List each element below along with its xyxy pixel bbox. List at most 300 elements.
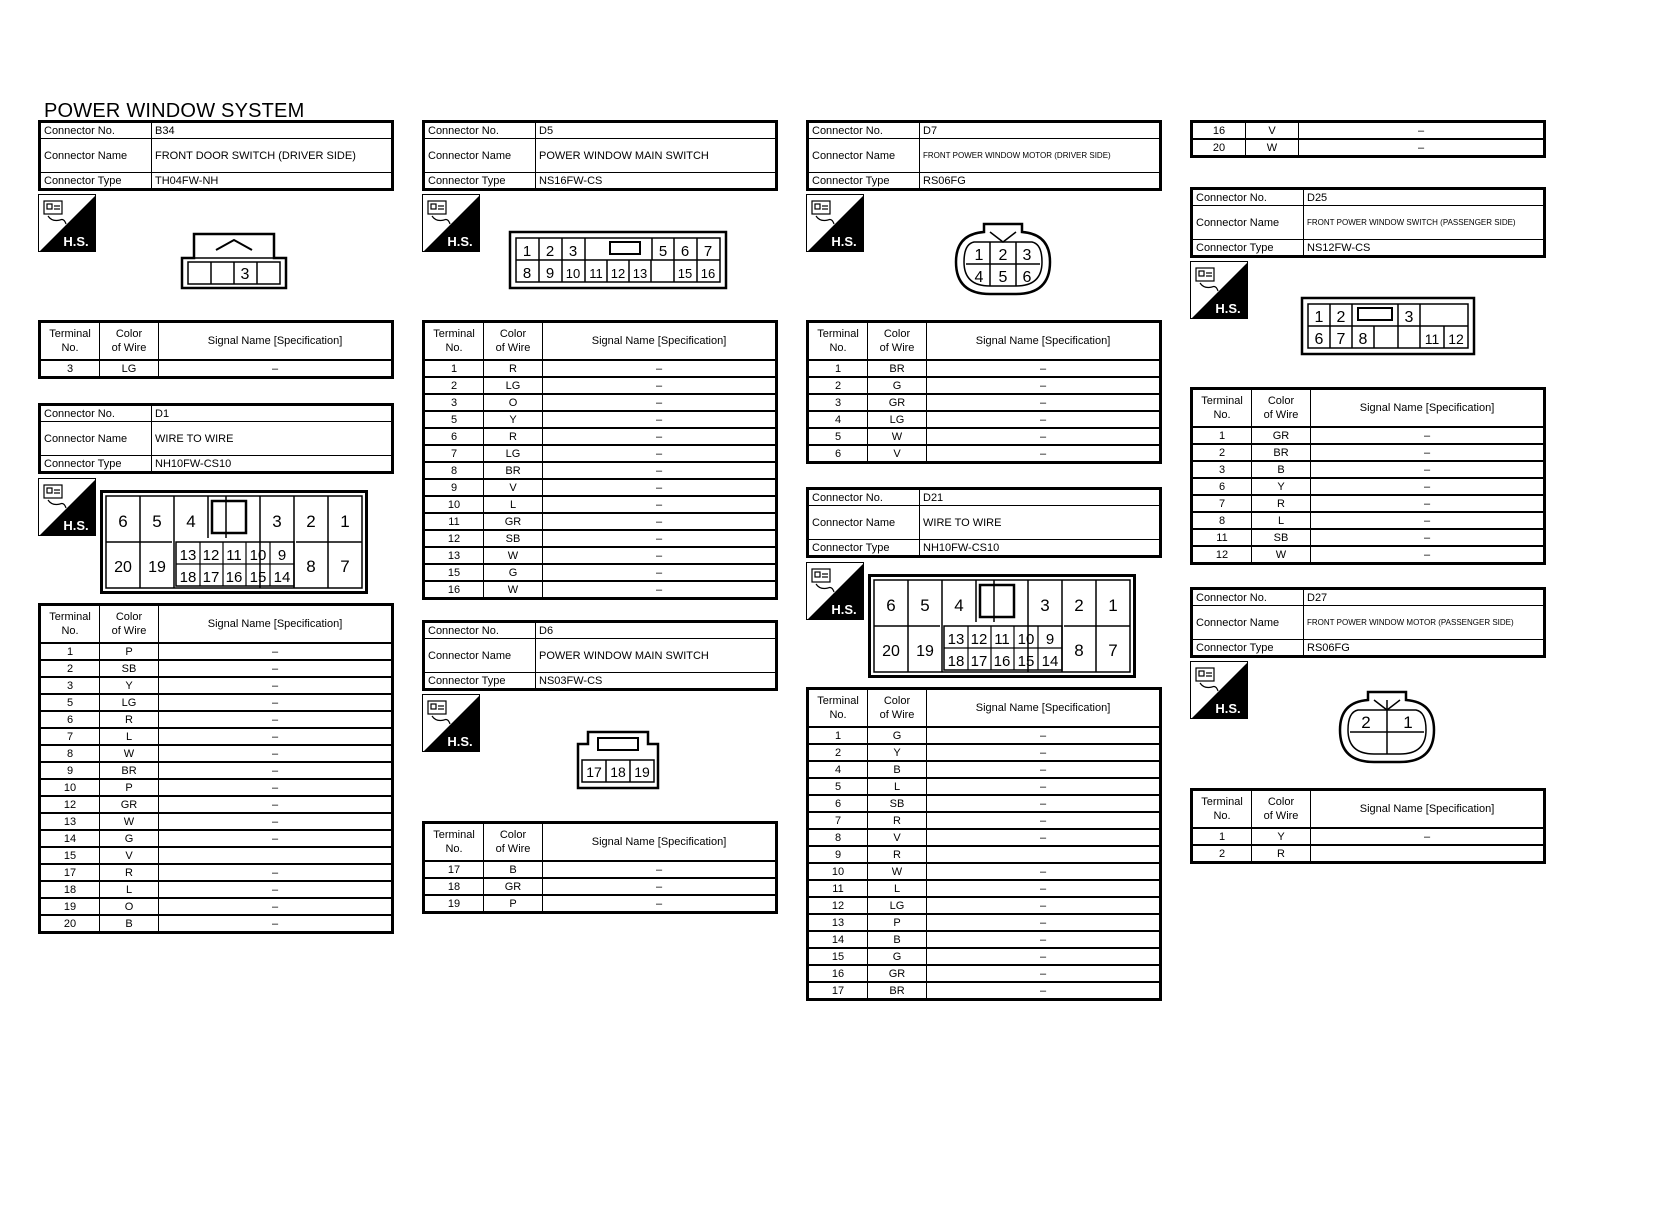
table-row bbox=[808, 863, 1161, 880]
connector-type: RS06FG bbox=[1304, 640, 1545, 657]
table-row bbox=[40, 898, 393, 915]
pin-label: 6 bbox=[118, 512, 128, 531]
pin-label: 12 bbox=[1448, 331, 1464, 347]
terminal-no: 7 bbox=[424, 445, 484, 462]
wire-color: GR bbox=[484, 878, 543, 895]
connector-face-d27 bbox=[1338, 690, 1436, 764]
table-row bbox=[40, 728, 393, 745]
wire-color: V bbox=[1246, 122, 1299, 140]
pin-label: 10 bbox=[565, 266, 581, 281]
wire-color: W bbox=[484, 581, 543, 599]
pin-label: 3 bbox=[240, 266, 250, 283]
connector-face-d7 bbox=[954, 222, 1052, 296]
terminal-no: 6 bbox=[808, 795, 868, 812]
terminal-no: 3 bbox=[1192, 461, 1252, 478]
svg-text:H.S.: H.S. bbox=[447, 234, 473, 249]
harness-side-icon bbox=[806, 562, 864, 620]
table-row bbox=[40, 881, 393, 898]
table-row bbox=[808, 377, 1161, 394]
table-row bbox=[40, 711, 393, 728]
signal-name: – bbox=[1311, 512, 1545, 529]
terminal-table-d5 bbox=[422, 320, 778, 600]
wire-color: BR bbox=[1252, 444, 1311, 461]
terminal-no: 15 bbox=[424, 564, 484, 581]
pin-label: 18 bbox=[947, 653, 965, 670]
terminal-no: 13 bbox=[424, 547, 484, 564]
connector-face-d21 bbox=[868, 574, 1136, 678]
pin-label: 12 bbox=[970, 631, 988, 648]
signal-name: – bbox=[159, 643, 393, 660]
terminal-table-d25 bbox=[1190, 387, 1546, 565]
pin-label: 11 bbox=[226, 547, 242, 564]
table-row bbox=[808, 445, 1161, 463]
terminal-no: 8 bbox=[40, 745, 100, 762]
table-row bbox=[40, 762, 393, 779]
label-connector-type: Connector Type bbox=[808, 540, 920, 557]
pin-label: 11 bbox=[589, 266, 603, 281]
header-signal-name: Signal Name [Specification] bbox=[159, 322, 393, 361]
wire-color: R bbox=[100, 711, 159, 728]
signal-name: – bbox=[1311, 529, 1545, 546]
signal-name: – bbox=[543, 394, 777, 411]
connector-info-table bbox=[422, 120, 778, 191]
table-row bbox=[40, 694, 393, 711]
table-row bbox=[424, 861, 777, 878]
table-row bbox=[40, 864, 393, 881]
connector-no: D27 bbox=[1304, 589, 1545, 606]
table-row bbox=[1192, 529, 1545, 546]
table-row bbox=[808, 778, 1161, 795]
wire-color: Y bbox=[1252, 478, 1311, 495]
table-row bbox=[1192, 512, 1545, 529]
label-connector-type: Connector Type bbox=[424, 673, 536, 690]
pin-label: 8 bbox=[1358, 331, 1368, 348]
table-row bbox=[808, 931, 1161, 948]
connector-face-d5 bbox=[508, 230, 728, 290]
pin-label: 7 bbox=[1108, 641, 1118, 660]
wire-color: Y bbox=[484, 411, 543, 428]
label-connector-name: Connector Name bbox=[808, 139, 920, 173]
pin-label: 13 bbox=[947, 631, 965, 648]
pin-label: 2 bbox=[306, 512, 316, 531]
connector-name: WIRE TO WIRE bbox=[152, 422, 393, 456]
table-row bbox=[40, 847, 393, 864]
signal-name: – bbox=[543, 360, 777, 377]
pin-label: 19 bbox=[634, 764, 650, 780]
pin-label: 5 bbox=[920, 596, 930, 615]
wire-color: G bbox=[868, 948, 927, 965]
signal-name: – bbox=[1311, 444, 1545, 461]
terminal-no: 12 bbox=[808, 897, 868, 914]
connector-name: FRONT POWER WINDOW SWITCH (PASSENGER SIDE) bbox=[1304, 206, 1545, 240]
connector-info-table bbox=[806, 487, 1162, 558]
table-row bbox=[808, 744, 1161, 761]
connector-info-table bbox=[806, 120, 1162, 191]
table-row bbox=[40, 915, 393, 933]
wire-color: BR bbox=[868, 982, 927, 1000]
connector-info-table bbox=[38, 403, 394, 474]
connector-no: D7 bbox=[920, 122, 1161, 139]
terminal-no: 2 bbox=[808, 377, 868, 394]
signal-name: – bbox=[927, 965, 1161, 982]
table-row bbox=[40, 830, 393, 847]
pin-label: 2 bbox=[1361, 713, 1371, 732]
terminal-no: 17 bbox=[40, 864, 100, 881]
pin-label: 17 bbox=[202, 569, 220, 586]
terminal-no: 17 bbox=[808, 982, 868, 1000]
label-connector-no: Connector No. bbox=[40, 122, 152, 139]
wire-color: B bbox=[484, 861, 543, 878]
terminal-no: 6 bbox=[1192, 478, 1252, 495]
table-row bbox=[424, 878, 777, 895]
wire-color: R bbox=[1252, 495, 1311, 512]
terminal-no: 19 bbox=[40, 898, 100, 915]
pin-label: 9 bbox=[545, 265, 555, 282]
table-row bbox=[1192, 478, 1545, 495]
header-terminal-no: Terminal No. bbox=[40, 605, 100, 644]
signal-name: – bbox=[159, 360, 393, 378]
signal-name: – bbox=[543, 530, 777, 547]
table-row bbox=[424, 360, 777, 377]
signal-name: – bbox=[1311, 461, 1545, 478]
table-row bbox=[1192, 495, 1545, 512]
terminal-no: 18 bbox=[424, 878, 484, 895]
terminal-table-b34 bbox=[38, 320, 394, 379]
table-row bbox=[1192, 427, 1545, 444]
signal-name: – bbox=[1311, 828, 1545, 845]
header-signal-name: Signal Name [Specification] bbox=[159, 605, 393, 644]
table-row bbox=[424, 445, 777, 462]
table-row bbox=[424, 581, 777, 599]
connector-name: FRONT POWER WINDOW MOTOR (PASSENGER SIDE) bbox=[1304, 606, 1545, 640]
wire-color: P bbox=[484, 895, 543, 913]
pin-label: 14 bbox=[273, 569, 291, 586]
label-connector-no: Connector No. bbox=[40, 405, 152, 422]
pin-label: 15 bbox=[677, 266, 693, 281]
signal-name: – bbox=[927, 394, 1161, 411]
signal-name: – bbox=[159, 694, 393, 711]
terminal-no: 7 bbox=[808, 812, 868, 829]
harness-side-icon bbox=[38, 478, 96, 536]
table-row bbox=[424, 564, 777, 581]
signal-name: – bbox=[159, 830, 393, 847]
terminal-no: 10 bbox=[808, 863, 868, 880]
header-signal-name: Signal Name [Specification] bbox=[543, 823, 777, 862]
wire-color: LG bbox=[484, 377, 543, 394]
page-title: POWER WINDOW SYSTEM bbox=[44, 100, 305, 122]
connector-face-d25 bbox=[1300, 296, 1476, 356]
table-row bbox=[424, 394, 777, 411]
pin-label: 2 bbox=[1074, 596, 1084, 615]
table-row bbox=[40, 745, 393, 762]
wire-color: B bbox=[868, 761, 927, 778]
terminal-no: 16 bbox=[424, 581, 484, 599]
wire-color: G bbox=[868, 377, 927, 394]
pin-label: 5 bbox=[658, 243, 668, 260]
wire-color: R bbox=[1252, 845, 1311, 863]
terminal-no: 6 bbox=[808, 445, 868, 463]
terminal-no: 3 bbox=[808, 394, 868, 411]
table-row bbox=[40, 779, 393, 796]
harness-side-icon bbox=[422, 694, 480, 752]
pin-label: 19 bbox=[916, 643, 934, 660]
terminal-no: 2 bbox=[1192, 444, 1252, 461]
pin-label: 14 bbox=[1041, 653, 1059, 670]
pin-label: 8 bbox=[522, 265, 532, 282]
table-row bbox=[808, 795, 1161, 812]
signal-name: – bbox=[159, 779, 393, 796]
terminal-no: 16 bbox=[808, 965, 868, 982]
terminal-no: 8 bbox=[1192, 512, 1252, 529]
table-row bbox=[1192, 546, 1545, 564]
label-connector-type: Connector Type bbox=[40, 173, 152, 190]
connector-d6 bbox=[422, 620, 778, 691]
connector-type: RS06FG bbox=[920, 173, 1161, 190]
terminal-no: 12 bbox=[1192, 546, 1252, 564]
terminal-no: 13 bbox=[40, 813, 100, 830]
table-row bbox=[1192, 828, 1545, 845]
signal-name: – bbox=[927, 863, 1161, 880]
table-row bbox=[808, 914, 1161, 931]
harness-side-icon bbox=[806, 194, 864, 252]
wire-color: R bbox=[484, 428, 543, 445]
terminal-table-d7 bbox=[806, 320, 1162, 464]
harness-side-icon bbox=[1190, 261, 1248, 319]
label-connector-no: Connector No. bbox=[424, 622, 536, 639]
wire-color: O bbox=[100, 898, 159, 915]
signal-name: – bbox=[927, 428, 1161, 445]
label-connector-no: Connector No. bbox=[1192, 589, 1304, 606]
terminal-no: 9 bbox=[424, 479, 484, 496]
table-row bbox=[424, 479, 777, 496]
signal-name: – bbox=[159, 898, 393, 915]
terminal-no: 14 bbox=[40, 830, 100, 847]
pin-label: 5 bbox=[152, 512, 162, 531]
signal-name: – bbox=[543, 445, 777, 462]
signal-name: – bbox=[159, 813, 393, 830]
terminal-no: 2 bbox=[40, 660, 100, 677]
label-connector-name: Connector Name bbox=[1192, 206, 1304, 240]
pin-label: 4 bbox=[974, 269, 984, 286]
connector-no: D5 bbox=[536, 122, 777, 139]
wire-color: R bbox=[484, 360, 543, 377]
wire-color: BR bbox=[100, 762, 159, 779]
pin-label: 5 bbox=[998, 269, 1008, 286]
wire-color: LG bbox=[484, 445, 543, 462]
terminal-no: 10 bbox=[40, 779, 100, 796]
wire-color: SB bbox=[100, 660, 159, 677]
connector-d5 bbox=[422, 120, 778, 191]
connector-info-table bbox=[422, 620, 778, 691]
table-row bbox=[424, 377, 777, 394]
pin-label: 6 bbox=[886, 596, 896, 615]
pin-label: 2 bbox=[998, 247, 1008, 264]
header-color-of-wire: Color of Wire bbox=[484, 823, 543, 862]
table-row bbox=[424, 530, 777, 547]
pin-label: 4 bbox=[954, 596, 964, 615]
signal-name: – bbox=[543, 428, 777, 445]
wire-color: SB bbox=[868, 795, 927, 812]
terminal-no: 6 bbox=[40, 711, 100, 728]
pin-label: 11 bbox=[1424, 331, 1440, 347]
label-connector-no: Connector No. bbox=[424, 122, 536, 139]
pin-label: 1 bbox=[340, 512, 350, 531]
wire-color: Y bbox=[100, 677, 159, 694]
header-terminal-no: Terminal No. bbox=[424, 322, 484, 361]
terminal-no: 9 bbox=[808, 846, 868, 863]
label-connector-name: Connector Name bbox=[424, 139, 536, 173]
connector-b34 bbox=[38, 120, 394, 191]
terminal-table-d21 bbox=[806, 687, 1162, 1001]
terminal-no: 6 bbox=[424, 428, 484, 445]
signal-name: – bbox=[927, 931, 1161, 948]
signal-name: – bbox=[1299, 122, 1545, 140]
connector-face-b34 bbox=[180, 230, 288, 290]
pin-label: 17 bbox=[586, 764, 602, 780]
connector-info-table bbox=[1190, 587, 1546, 658]
terminal-no: 11 bbox=[808, 880, 868, 897]
terminal-no: 19 bbox=[424, 895, 484, 913]
pin-label: 6 bbox=[1022, 269, 1032, 286]
terminal-no: 14 bbox=[808, 931, 868, 948]
signal-name: – bbox=[1311, 495, 1545, 512]
terminal-no: 18 bbox=[40, 881, 100, 898]
signal-name: – bbox=[927, 795, 1161, 812]
pin-label: 3 bbox=[272, 512, 282, 531]
pin-label: 19 bbox=[148, 559, 166, 576]
terminal-no: 3 bbox=[424, 394, 484, 411]
table-row bbox=[808, 761, 1161, 778]
connector-face-d6 bbox=[576, 730, 660, 790]
table-row bbox=[424, 895, 777, 913]
pin-label: 10 bbox=[249, 547, 267, 564]
wire-color: R bbox=[100, 864, 159, 881]
header-color-of-wire: Color of Wire bbox=[868, 689, 927, 728]
header-color-of-wire: Color of Wire bbox=[1252, 790, 1311, 829]
connector-name: FRONT POWER WINDOW MOTOR (DRIVER SIDE) bbox=[920, 139, 1161, 173]
header-color-of-wire: Color of Wire bbox=[484, 322, 543, 361]
signal-name: – bbox=[927, 829, 1161, 846]
header-terminal-no: Terminal No. bbox=[40, 322, 100, 361]
terminal-table-d27 bbox=[1190, 788, 1546, 864]
wire-color: SB bbox=[484, 530, 543, 547]
table-row bbox=[808, 829, 1161, 846]
signal-name: – bbox=[927, 377, 1161, 394]
wire-color: B bbox=[868, 931, 927, 948]
signal-name: – bbox=[927, 411, 1161, 428]
signal-name: – bbox=[543, 581, 777, 599]
signal-name: – bbox=[927, 727, 1161, 744]
table-row bbox=[40, 643, 393, 660]
wire-color: V bbox=[484, 479, 543, 496]
connector-no: B34 bbox=[152, 122, 393, 139]
pin-label: 10 bbox=[1017, 631, 1035, 648]
terminal-table-d1 bbox=[38, 603, 394, 934]
wire-color: GR bbox=[868, 965, 927, 982]
connector-d7 bbox=[806, 120, 1162, 191]
signal-name bbox=[159, 847, 393, 864]
wire-color: BR bbox=[484, 462, 543, 479]
table-row bbox=[808, 897, 1161, 914]
terminal-no: 3 bbox=[40, 677, 100, 694]
terminal-no: 7 bbox=[40, 728, 100, 745]
connector-d1 bbox=[38, 403, 394, 474]
terminal-no: 11 bbox=[424, 513, 484, 530]
connector-type: NH10FW-CS10 bbox=[152, 456, 393, 473]
table-row bbox=[424, 428, 777, 445]
terminal-no: 4 bbox=[808, 411, 868, 428]
wire-color: O bbox=[484, 394, 543, 411]
wire-color: BR bbox=[868, 360, 927, 377]
pin-label: 1 bbox=[974, 247, 984, 264]
pin-label: 18 bbox=[179, 569, 197, 586]
wire-color: W bbox=[100, 745, 159, 762]
wire-color: W bbox=[1246, 139, 1299, 157]
pin-label: 18 bbox=[610, 764, 626, 780]
connector-no: D25 bbox=[1304, 189, 1545, 206]
label-connector-type: Connector Type bbox=[1192, 640, 1304, 657]
connector-type: NS16FW-CS bbox=[536, 173, 777, 190]
wire-color: L bbox=[100, 881, 159, 898]
terminal-no: 17 bbox=[424, 861, 484, 878]
terminal-no: 20 bbox=[40, 915, 100, 933]
pin-label: 6 bbox=[680, 243, 690, 260]
wire-color: GR bbox=[1252, 427, 1311, 444]
signal-name: – bbox=[543, 513, 777, 530]
terminal-no: 5 bbox=[808, 778, 868, 795]
terminal-no: 10 bbox=[424, 496, 484, 513]
label-connector-name: Connector Name bbox=[424, 639, 536, 673]
table-row bbox=[40, 660, 393, 677]
terminal-no: 1 bbox=[1192, 828, 1252, 845]
pin-label: 12 bbox=[202, 547, 220, 564]
header-signal-name: Signal Name [Specification] bbox=[927, 322, 1161, 361]
signal-name: – bbox=[543, 496, 777, 513]
pin-label: 1 bbox=[1108, 596, 1118, 615]
wire-color: P bbox=[100, 779, 159, 796]
signal-name: – bbox=[543, 547, 777, 564]
connector-no: D6 bbox=[536, 622, 777, 639]
terminal-no: 20 bbox=[1192, 139, 1246, 157]
pin-label: 9 bbox=[1045, 631, 1055, 648]
signal-name: – bbox=[159, 745, 393, 762]
pin-label: 20 bbox=[882, 643, 900, 660]
wire-color: LG bbox=[100, 360, 159, 378]
label-connector-no: Connector No. bbox=[1192, 189, 1304, 206]
signal-name: – bbox=[543, 479, 777, 496]
header-terminal-no: Terminal No. bbox=[424, 823, 484, 862]
pin-label: 1 bbox=[1314, 309, 1324, 326]
signal-name: – bbox=[543, 878, 777, 895]
svg-text:H.S.: H.S. bbox=[831, 602, 857, 617]
signal-name: – bbox=[1311, 427, 1545, 444]
terminal-no: 1 bbox=[424, 360, 484, 377]
pin-label: 7 bbox=[340, 557, 350, 576]
signal-name: – bbox=[543, 462, 777, 479]
signal-name: – bbox=[1311, 546, 1545, 564]
wire-color: G bbox=[100, 830, 159, 847]
terminal-no: 3 bbox=[40, 360, 100, 378]
signal-name: – bbox=[927, 948, 1161, 965]
wire-color: V bbox=[868, 829, 927, 846]
connector-d25 bbox=[1190, 187, 1546, 258]
pin-label: 3 bbox=[1040, 596, 1050, 615]
terminal-no: 1 bbox=[1192, 427, 1252, 444]
wire-color: GR bbox=[100, 796, 159, 813]
table-row bbox=[808, 965, 1161, 982]
pin-label: 4 bbox=[186, 512, 196, 531]
pin-label: 1 bbox=[1403, 713, 1413, 732]
